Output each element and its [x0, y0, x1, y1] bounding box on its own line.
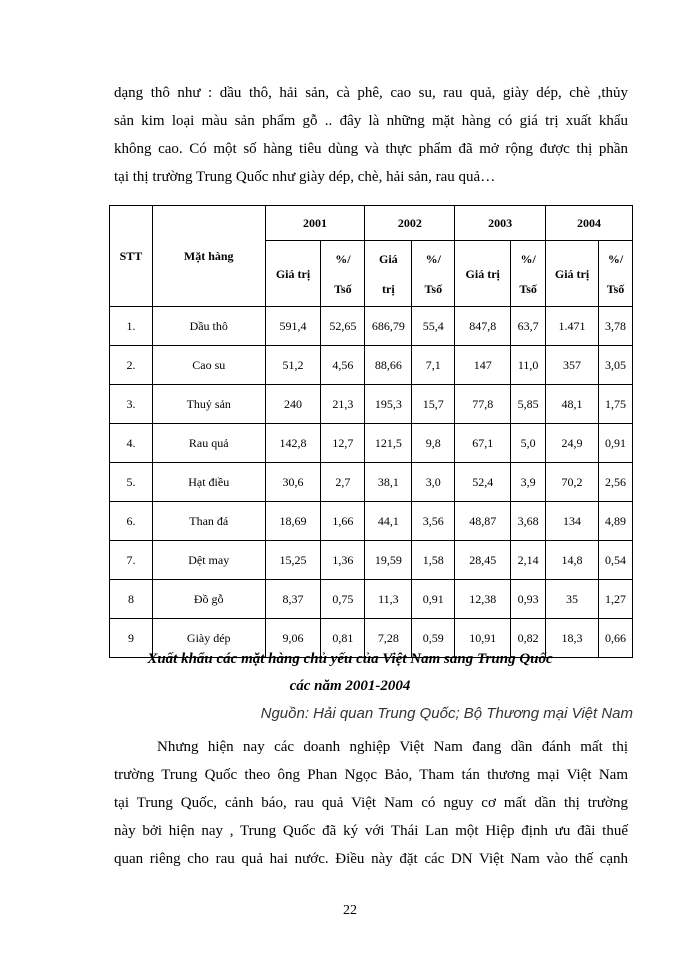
cell-percent: 63,7 [511, 307, 546, 346]
table-body [110, 307, 633, 658]
row-stt: 5. [110, 463, 153, 502]
row-stt: 4. [110, 424, 153, 463]
table-row [110, 385, 633, 424]
source-note: Nguồn: Hải quan Trung Quốc; Bộ Thương mại Việt Nam [260, 705, 633, 722]
cell-percent: 0,82 [511, 619, 546, 658]
cell-value: 240 [265, 385, 321, 424]
cell-percent: 52,65 [321, 307, 365, 346]
cell-value: 195,3 [365, 385, 412, 424]
cell-percent: 0,75 [321, 580, 365, 619]
header-percent: %/ Tsố [598, 241, 632, 307]
cell-value: 686,79 [365, 307, 412, 346]
row-stt: 6. [110, 502, 153, 541]
cell-value: 35 [546, 580, 599, 619]
cell-value: 18,3 [546, 619, 599, 658]
intro-line: sản kim loại màu sản phẩm gỗ .. đây là những mặt hàng có giá trị xuất khẩu [114, 113, 628, 129]
body-line: trường Trung Quốc theo ông Phan Ngọc Bảo, Tham tán thương mại Việt Nam [114, 767, 628, 783]
header-percent: %/ Tsố [321, 241, 365, 307]
table-row [110, 424, 633, 463]
cell-value: 38,1 [365, 463, 412, 502]
cell-percent: 3,05 [598, 346, 632, 385]
header-value: Giá trị [455, 241, 511, 307]
cell-value: 67,1 [455, 424, 511, 463]
cell-percent: 0,81 [321, 619, 365, 658]
table-caption-years: các năm 2001-2004 [289, 678, 411, 694]
cell-percent: 4,89 [598, 502, 632, 541]
cell-value: 142,8 [265, 424, 321, 463]
header-stt: STT [110, 206, 153, 307]
cell-value: 8,37 [265, 580, 321, 619]
export-table [109, 205, 633, 658]
body-paragraph [114, 733, 628, 873]
cell-value: 15,25 [265, 541, 321, 580]
header-value: Giá trị [265, 241, 321, 307]
table-caption: Xuất khẩu các mặt hàng chủ yếu của Việt Nam sang Trung Quốc [147, 651, 553, 667]
row-item: Than đá [152, 502, 265, 541]
cell-value: 147 [455, 346, 511, 385]
intro-line: không cao. Có một số hàng tiêu dùng và thực phẩm đã mở rộng được thị phần [114, 141, 628, 157]
cell-percent: 2,7 [321, 463, 365, 502]
header-value: Giá trị [365, 241, 412, 307]
cell-percent: 1,27 [598, 580, 632, 619]
cell-value: 19,59 [365, 541, 412, 580]
cell-percent: 0,66 [598, 619, 632, 658]
cell-percent: 4,56 [321, 346, 365, 385]
cell-value: 52,4 [455, 463, 511, 502]
cell-value: 44,1 [365, 502, 412, 541]
row-item: Thuỷ sản [152, 385, 265, 424]
cell-percent: 3,78 [598, 307, 632, 346]
row-item: Dệt may [152, 541, 265, 580]
header-year: 2002 [365, 206, 455, 241]
row-item: Hạt điều [152, 463, 265, 502]
cell-percent: 0,59 [412, 619, 455, 658]
cell-value: 12,38 [455, 580, 511, 619]
cell-percent: 21,3 [321, 385, 365, 424]
table-row [110, 541, 633, 580]
body-line: Nhưng hiện nay các doanh nghiệp Việt Nam đang dần đánh mất thị [157, 739, 628, 755]
header-percent: %/ Tsố [511, 241, 546, 307]
cell-percent: 5,0 [511, 424, 546, 463]
row-item: Giày dép [152, 619, 265, 658]
cell-percent: 1,75 [598, 385, 632, 424]
cell-value: 11,3 [365, 580, 412, 619]
header-item: Mặt hàng [152, 206, 265, 307]
cell-percent: 0,93 [511, 580, 546, 619]
cell-percent: 1,66 [321, 502, 365, 541]
cell-value: 9,06 [265, 619, 321, 658]
row-stt: 3. [110, 385, 153, 424]
cell-value: 30,6 [265, 463, 321, 502]
table-row [110, 580, 633, 619]
header-value: Giá trị [546, 241, 599, 307]
cell-value: 77,8 [455, 385, 511, 424]
header-year: 2001 [265, 206, 365, 241]
page-number: 22 [343, 903, 357, 918]
cell-percent: 7,1 [412, 346, 455, 385]
cell-percent: 3,9 [511, 463, 546, 502]
row-stt: 9 [110, 619, 153, 658]
cell-percent: 2,14 [511, 541, 546, 580]
cell-value: 28,45 [455, 541, 511, 580]
intro-line: dạng thô như : dầu thô, hải sản, cà phê, cao su, rau quả, giày dép, chè ,thủy [114, 85, 628, 101]
cell-value: 10,91 [455, 619, 511, 658]
row-stt: 2. [110, 346, 153, 385]
row-item: Đồ gỗ [152, 580, 265, 619]
cell-percent: 11,0 [511, 346, 546, 385]
cell-value: 357 [546, 346, 599, 385]
cell-percent: 1,58 [412, 541, 455, 580]
header-year: 2003 [455, 206, 546, 241]
cell-value: 70,2 [546, 463, 599, 502]
cell-percent: 12,7 [321, 424, 365, 463]
cell-value: 24,9 [546, 424, 599, 463]
cell-percent: 3,0 [412, 463, 455, 502]
body-line: tại Trung Quốc, cảnh báo, rau quả Việt Nam có nguy cơ mất dần thị trường [114, 795, 628, 811]
table-row [110, 463, 633, 502]
header-year: 2004 [546, 206, 633, 241]
table-row [110, 346, 633, 385]
cell-value: 88,66 [365, 346, 412, 385]
cell-value: 847,8 [455, 307, 511, 346]
row-stt: 1. [110, 307, 153, 346]
table-row [110, 502, 633, 541]
header-percent: %/ Tsố [412, 241, 455, 307]
row-item: Rau quả [152, 424, 265, 463]
cell-percent: 9,8 [412, 424, 455, 463]
cell-percent: 2,56 [598, 463, 632, 502]
cell-percent: 3,56 [412, 502, 455, 541]
row-item: Cao su [152, 346, 265, 385]
cell-percent: 0,91 [412, 580, 455, 619]
body-line: quan riêng cho rau quả hai nước. Điều này đặt các DN Việt Nam vào thế cạnh [114, 851, 628, 867]
cell-value: 134 [546, 502, 599, 541]
cell-value: 48,87 [455, 502, 511, 541]
intro-line: tại thị trường Trung Quốc như giày dép, chè, hải sản, rau quả… [114, 169, 496, 185]
cell-percent: 15,7 [412, 385, 455, 424]
cell-value: 48,1 [546, 385, 599, 424]
table-row [110, 307, 633, 346]
cell-percent: 3,68 [511, 502, 546, 541]
cell-value: 7,28 [365, 619, 412, 658]
cell-percent: 1,36 [321, 541, 365, 580]
cell-percent: 55,4 [412, 307, 455, 346]
cell-value: 1.471 [546, 307, 599, 346]
row-stt: 8 [110, 580, 153, 619]
cell-percent: 0,91 [598, 424, 632, 463]
intro-paragraph [114, 79, 628, 191]
cell-value: 18,69 [265, 502, 321, 541]
body-line: này bởi hiện nay , Trung Quốc đã ký với Thái Lan một Hiệp định ưu đãi thuế [114, 823, 628, 839]
cell-value: 51,2 [265, 346, 321, 385]
cell-value: 591,4 [265, 307, 321, 346]
cell-value: 14,8 [546, 541, 599, 580]
row-stt: 7. [110, 541, 153, 580]
cell-percent: 0,54 [598, 541, 632, 580]
row-item: Dầu thô [152, 307, 265, 346]
cell-value: 121,5 [365, 424, 412, 463]
cell-percent: 5,85 [511, 385, 546, 424]
